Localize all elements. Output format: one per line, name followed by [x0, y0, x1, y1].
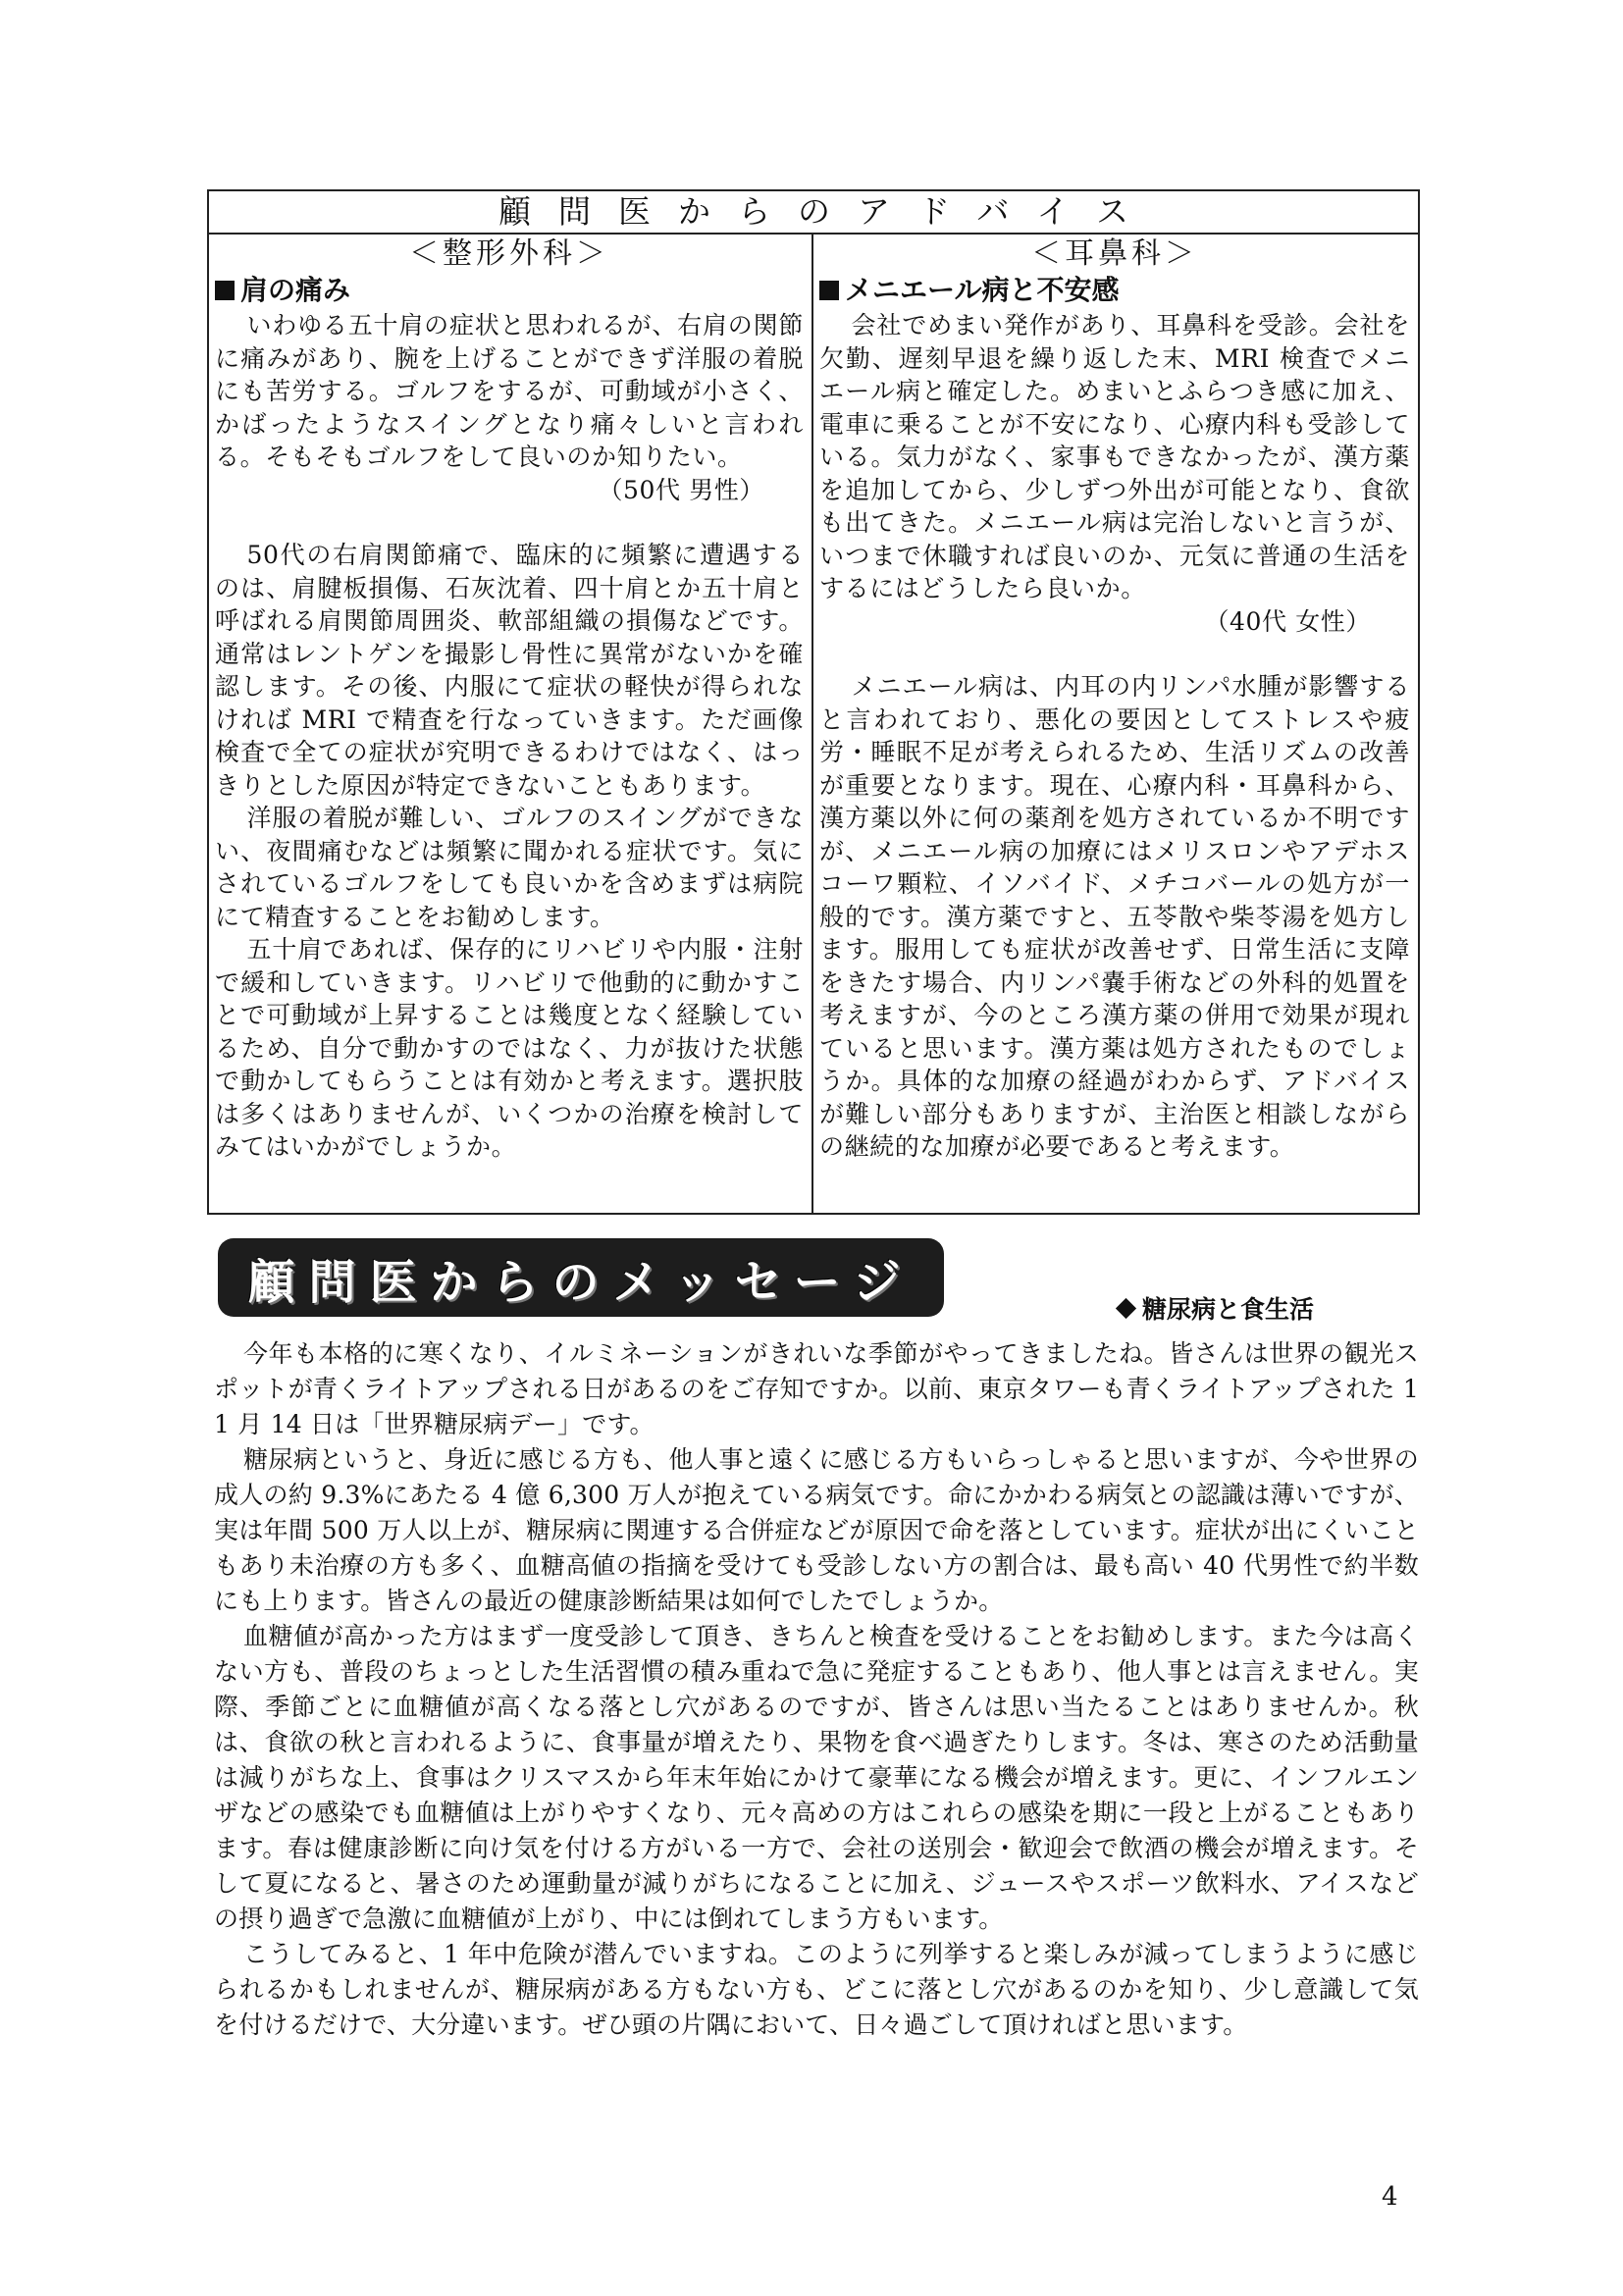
message-banner-title: 顧問医からのメッセージ	[247, 1254, 915, 1310]
ent-column	[813, 235, 1418, 1213]
advice-box	[207, 189, 1420, 1215]
message-topic	[1119, 1290, 1314, 1326]
asker-info: （40代 女性）	[1204, 606, 1371, 636]
topic-label: 肩の痛み	[240, 274, 351, 306]
question-text: 会社でめまい発作があり、耳鼻科を受診。会社を欠勤、遅刻早退を繰り返した末、MRI 検査でメニエール病と確定した。めまいとふらつき感に加え、電車に乗ることが不安になり、心療内科も受診している。気力がなく、家事もできなかったが、漢方薬を追加してから、少しずつ外出が可能となり、食欲も出てきた。メニエール病は完治しないと言うが、いつまで休職すれば良いのか、元気に普通の生活をするにはどうしたら良いか。 （40代 女性）	[819, 309, 1410, 638]
message-paragraph: 糖尿病というと、身近に感じる方も、他人事と遠くに感じる方もいらっしゃると思いますが、今や世界の成人の約 9.3%にあたる 4 億 6,300 万人が抱えている病気です。命にかかわる病気との認識は薄いですが、実は年間 500 万人以上が、糖尿病に関連する合併症などが原因で命を落としています。症状が出にくいこともあり未治療の方も多く、血糖高値の指摘を受けても受診しない方の割合は、最も高い 40 代男性で約半数にも上ります。皆さんの最近の健康診断結果は如何でしたでしょうか。	[214, 1445, 1419, 1615]
message-paragraph: 血糖値が高かった方はまず一度受診して頂き、きちんと検査を受けることをお勧めします。また今は高くない方も、普段のちょっとした生活習慣の積み重ねで急に発症することもあり、他人事とは言えません。実際、季節ごとに血糖値が高くなる落とし穴があるのですが、皆さんは思い当たることはありませんか。秋は、食欲の秋と言われるように、食事量が増えたり、果物を食べ過ぎたりします。冬は、寒さのため活動量は減りがちな上、食事はクリスマスから年末年始にかけて豪華になる機会が増えます。更に、インフルエンザなどの感染でも血糖値は上がりやすくなり、元々高めの方はこれらの感染を期に一段と上がることもあります。春は健康診断に向け気を付ける方がいる一方で、会社の送別会・歓迎会で飲酒の機会が増えます。そして夏になると、暑さのため運動量が減りがちになることに加え、ジュースやスポーツ飲料水、アイスなどの摂り過ぎで急激に血糖値が上がり、中には倒れてしまう方もいます。	[214, 1622, 1419, 1933]
message-paragraph: こうしてみると、1 年中危険が潜んでいますね。このように列挙すると楽しみが減ってしまうように感じられるかもしれませんが、糖尿病がある方もない方も、どこに落とし穴があるのかを知り、少し意識して気を付けるだけで、大分違います。ぜひ頭の片隅において、日々過ごして頂ければと思います。	[214, 1940, 1419, 2039]
department-ent: ＜耳鼻科＞	[1031, 236, 1198, 271]
department-orthopedics: ＜整形外科＞	[409, 236, 609, 271]
advice-columns	[209, 235, 1418, 1213]
message-topic-label: 糖尿病と食生活	[1142, 1295, 1315, 1324]
message-paragraph: 今年も本格的に寒くなり、イルミネーションがきれいな季節がやってきましたね。皆さんは世界の観光スポットが青くライトアップされる日があるのをご存知ですか。以前、東京タワーも青くライトアップされた 11 月 14 日は「世界糖尿病デー」です。	[214, 1339, 1419, 1438]
question-text: いわゆる五十肩の症状と思われるが、右肩の関節に痛みがあり、腕を上げることができず洋服の着脱にも苦労する。ゴルフをするが、可動域が小さく、かばったようなスイングとなり痛々しいと言われる。そもそもゴルフをして良いのか知りたい。 （50代 男性）	[215, 309, 804, 506]
spacer	[819, 638, 1410, 670]
square-bullet-icon	[215, 281, 235, 300]
topic-heading-meniere	[819, 272, 1410, 309]
diamond-bullet-icon	[1116, 1298, 1136, 1319]
page-number: 4	[1382, 2182, 1398, 2212]
answer-paragraph: 五十肩であれば、保存的にリハビリや内服・注射で緩和していきます。リハビリで他動的に動かすことで可動域が上昇することは幾度となく経験しているため、自分で動かすのではなく、力が抜けた状態で動かしてもらうことは有効かと考えます。選択肢は多くはありませんが、いくつかの治療を検討してみてはいかがでしょうか。	[215, 935, 804, 1161]
message-body	[214, 1336, 1419, 2043]
advice-title: 顧問医からのアドバイス	[209, 191, 1418, 235]
answer-paragraph: 洋服の着脱が難しい、ゴルフのスイングができない、夜間痛むなどは頻繁に聞かれる症状です。気にされているゴルフをしても良いかを含めまずは病院にて精査することをお勧めします。	[215, 804, 804, 931]
square-bullet-icon	[819, 281, 839, 300]
topic-heading-shoulder	[215, 272, 804, 309]
answer-paragraph: メニエール病は、内耳の内リンパ水腫が影響すると言われており、悪化の要因としてストレスや疲労・睡眠不足が考えられるため、生活リズムの改善が重要となります。現在、心療内科・耳鼻科から、漢方薬以外に何の薬剤を処方されているか不明ですが、メニエール病の加療にはメリスロンやアデホスコーワ顆粒、イソバイド、メチコバールの処方が一般的です。漢方薬ですと、五苓散や柴苓湯を処方します。服用しても症状が改善せず、日常生活に支障をきたす場合、内リンパ嚢手術などの外科的処置を考えますが、今のところ漢方薬の併用で効果が現れていると思います。漢方薬は処方されたものでしょうか。具体的な加療の経過がわからず、アドバイスが難しい部分もありますが、主治医と相談しながらの継続的な加療が必要であると考えます。	[819, 672, 1410, 1161]
topic-label: メニエール病と不安感	[845, 274, 1120, 306]
answer-paragraph: 50代の右肩関節痛で、臨床的に頻繁に遭遇するのは、肩腱板損傷、石灰沈着、四十肩とか五十肩と呼ばれる肩関節周囲炎、軟部組織の損傷などです。通常はレントゲンを撮影し骨性に異常がないかを確認します。その後、内服にて症状の軽快が得られなければ MRI で精査を行なっていきます。ただ画像検査で全ての症状が究明できるわけではなく、はっきりとした原因が特定できないこともあります。	[215, 541, 804, 800]
message-banner	[218, 1238, 944, 1317]
spacer	[215, 506, 804, 539]
orthopedics-column	[209, 235, 813, 1213]
asker-info: （50代 男性）	[598, 475, 764, 504]
